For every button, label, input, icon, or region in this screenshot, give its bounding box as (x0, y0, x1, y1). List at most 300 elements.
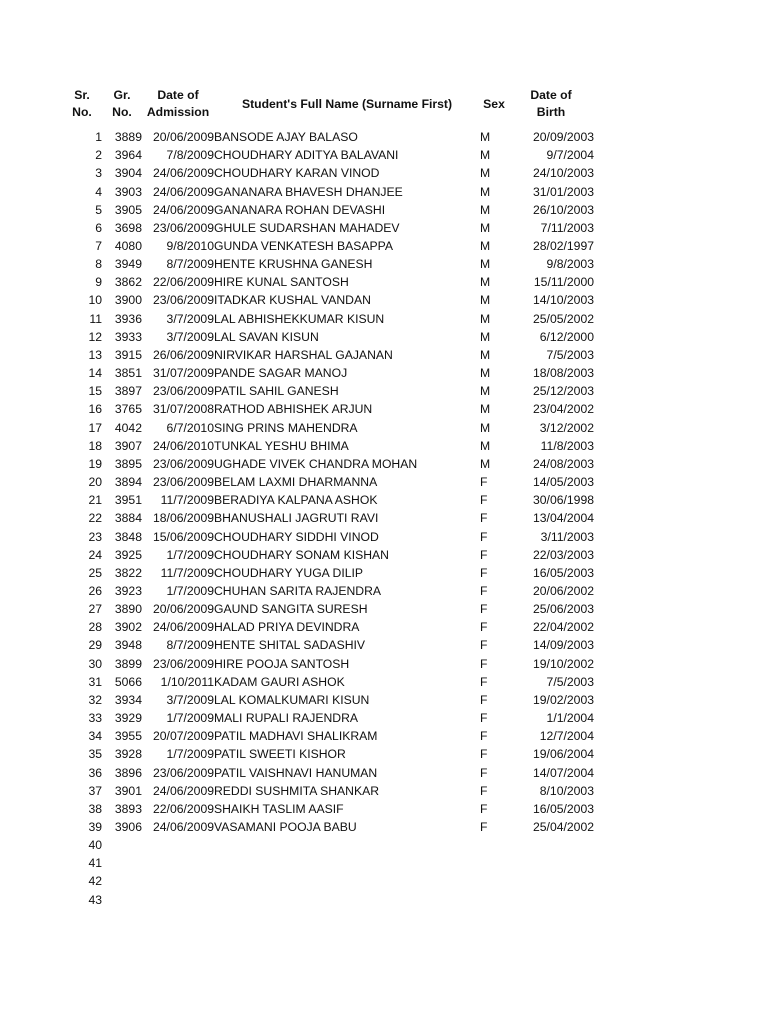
sex-cell: F (480, 475, 488, 490)
table-row (62, 727, 594, 745)
gr-no-cell (102, 854, 142, 872)
admission-date-cell: 23/06/2009 (153, 293, 214, 308)
table-row (62, 182, 594, 200)
student-name-cell: GHULE SUDARSHAN MAHADEV (214, 220, 400, 235)
table-header (62, 80, 594, 128)
admission-date-cell: 7/8/2009 (166, 148, 214, 163)
admission-date-cell: 3/7/2009 (166, 311, 214, 326)
sr-no-cell: 2 (95, 148, 102, 163)
admission-date-cell: 8/7/2009 (166, 257, 214, 272)
sex-cell: F (480, 602, 488, 617)
sex-cell: F (480, 747, 488, 762)
student-name-cell: SHAIKH TASLIM AASIF (214, 801, 344, 816)
student-name-cell (214, 872, 480, 890)
admission-date-cell: 1/7/2009 (166, 747, 214, 762)
admission-date-cell: 3/7/2009 (166, 329, 214, 344)
sex-cell: F (480, 711, 488, 726)
admission-date-cell: 31/07/2009 (153, 366, 214, 381)
student-name-cell: PANDE SAGAR MANOJ (214, 366, 348, 381)
admission-date-cell: 24/06/2009 (153, 202, 214, 217)
student-roster-table (62, 80, 594, 909)
sr-no-cell: 17 (88, 420, 102, 435)
gr-no-cell: 3923 (114, 583, 142, 598)
birth-date-cell: 22/03/2003 (533, 547, 594, 562)
table-row (62, 437, 594, 455)
gr-no-cell (102, 872, 142, 890)
admission-date-cell: 6/7/2010 (166, 420, 214, 435)
sr-no-cell: 34 (88, 729, 102, 744)
birth-date-cell: 14/05/2003 (533, 475, 594, 490)
table-row (62, 146, 594, 164)
student-name-cell: GANANARA ROHAN DEVASHI (214, 202, 386, 217)
table-row (62, 800, 594, 818)
student-name-cell: LAL ABHISHEKKUMAR KISUN (214, 311, 385, 326)
gr-no-cell: 3951 (114, 493, 142, 508)
student-name-cell: CHOUDHARY ADITYA BALAVANI (214, 148, 399, 163)
sex-cell: F (480, 638, 488, 653)
header-gr-no: Gr. No. (112, 88, 132, 119)
gr-no-cell: 3906 (114, 820, 142, 835)
sex-cell: M (480, 257, 491, 272)
student-name-cell: HIRE POOJA SANTOSH (214, 656, 350, 671)
admission-date-cell: 23/06/2009 (153, 384, 214, 399)
table-row (62, 763, 594, 781)
birth-date-cell: 25/12/2003 (533, 384, 594, 399)
birth-date-cell: 22/04/2002 (533, 620, 594, 635)
table-row (62, 546, 594, 564)
sex-cell: F (480, 511, 488, 526)
admission-date-cell: 31/07/2008 (153, 402, 214, 417)
table-row (62, 709, 594, 727)
admission-date-cell: 1/7/2009 (166, 583, 214, 598)
gr-no-cell: 3955 (114, 729, 142, 744)
gr-no-cell: 3890 (114, 602, 142, 617)
sex-cell: F (480, 620, 488, 635)
gr-no-cell: 3894 (114, 475, 142, 490)
sex-cell (480, 836, 508, 854)
sex-cell: F (480, 656, 488, 671)
gr-no-cell: 3907 (114, 438, 142, 453)
gr-no-cell: 3896 (114, 765, 142, 780)
table-row (62, 382, 594, 400)
birth-date-cell: 12/7/2004 (539, 729, 594, 744)
admission-date-cell: 24/06/2009 (153, 820, 214, 835)
gr-no-cell: 3933 (114, 329, 142, 344)
gr-no-cell: 3765 (114, 402, 142, 417)
admission-date-cell: 1/7/2009 (166, 711, 214, 726)
student-name-cell: CHOUDHARY YUGA DILIP (214, 565, 364, 580)
table-row (62, 473, 594, 491)
gr-no-cell: 3848 (114, 529, 142, 544)
sr-no-cell: 22 (88, 511, 102, 526)
birth-date-cell: 23/04/2002 (533, 402, 594, 417)
birth-date-cell: 18/08/2003 (533, 366, 594, 381)
table-row (62, 854, 594, 872)
birth-date-cell: 28/02/1997 (533, 239, 594, 254)
table-row (62, 745, 594, 763)
gr-no-cell: 3902 (114, 620, 142, 635)
admission-date-cell: 24/06/2009 (153, 620, 214, 635)
birth-date-cell (508, 891, 594, 909)
table-row (62, 527, 594, 545)
student-name-cell: SING PRINS MAHENDRA (214, 420, 358, 435)
sex-cell: F (480, 729, 488, 744)
admission-date-cell: 23/06/2009 (153, 456, 214, 471)
student-name-cell: BANSODE AJAY BALASO (214, 130, 358, 145)
sr-no-cell: 19 (88, 456, 102, 471)
sr-no-cell: 11 (89, 311, 102, 326)
sr-no-cell: 7 (95, 239, 102, 254)
sr-no-cell: 8 (95, 257, 102, 272)
gr-no-cell: 3901 (114, 783, 142, 798)
gr-no-cell: 3925 (114, 547, 142, 562)
sex-cell: M (480, 275, 491, 290)
student-name-cell: KADAM GAURI ASHOK (214, 674, 345, 689)
gr-no-cell (102, 891, 142, 909)
student-name-cell: HENTE SHITAL SADASHIV (214, 638, 366, 653)
sr-no-cell: 14 (88, 366, 102, 381)
sex-cell: M (480, 220, 491, 235)
sex-cell: M (480, 293, 491, 308)
student-name-cell: GUNDA VENKATESH BASAPPA (214, 239, 394, 254)
gr-no-cell: 3895 (114, 456, 142, 471)
sr-no-cell: 23 (88, 529, 102, 544)
table-row (62, 273, 594, 291)
sex-cell: F (480, 529, 488, 544)
admission-date-cell: 1/10/2011 (160, 674, 214, 689)
table-row (62, 655, 594, 673)
birth-date-cell (508, 836, 594, 854)
sex-cell: F (480, 801, 488, 816)
table-row (62, 419, 594, 437)
birth-date-cell: 9/7/2004 (546, 148, 594, 163)
table-row (62, 237, 594, 255)
table-row (62, 872, 594, 890)
student-name-cell: VASAMANI POOJA BABU (214, 820, 357, 835)
student-name-cell: PATIL SAHIL GANESH (214, 384, 339, 399)
sr-no-cell: 9 (95, 275, 102, 290)
admission-date-cell: 22/06/2009 (153, 801, 214, 816)
birth-date-cell: 9/8/2003 (546, 257, 594, 272)
sex-cell (480, 891, 508, 909)
table-row (62, 201, 594, 219)
student-name-cell: HIRE KUNAL SANTOSH (214, 275, 349, 290)
admission-date-cell: 15/06/2009 (153, 529, 214, 544)
birth-date-cell: 14/10/2003 (533, 293, 594, 308)
table-row (62, 255, 594, 273)
sr-no-cell: 33 (88, 711, 102, 726)
student-name-cell: BHANUSHALI JAGRUTI RAVI (214, 511, 379, 526)
gr-no-cell: 4080 (114, 239, 142, 254)
table-row (62, 310, 594, 328)
admission-date-cell (142, 836, 214, 854)
birth-date-cell: 11/8/2003 (540, 438, 594, 453)
gr-no-cell: 4042 (114, 420, 142, 435)
header-date-of-admission: Date of Admission (146, 88, 210, 119)
sr-no-cell: 16 (88, 402, 102, 417)
gr-no-cell: 3698 (114, 220, 142, 235)
birth-date-cell: 3/12/2002 (539, 420, 594, 435)
birth-date-cell: 16/05/2003 (533, 565, 594, 580)
gr-no-cell: 3899 (114, 656, 142, 671)
gr-no-cell: 3903 (114, 184, 142, 199)
admission-date-cell: 23/06/2009 (153, 475, 214, 490)
birth-date-cell: 7/5/2003 (546, 347, 594, 362)
admission-date-cell: 23/06/2009 (153, 656, 214, 671)
sr-no-cell: 38 (88, 801, 102, 816)
birth-date-cell: 31/01/2003 (533, 184, 594, 199)
sex-cell: M (480, 366, 491, 381)
gr-no-cell (102, 836, 142, 854)
admission-date-cell: 18/06/2009 (153, 511, 214, 526)
sex-cell (480, 872, 508, 890)
student-name-cell (214, 836, 480, 854)
student-name-cell: RATHOD ABHISHEK ARJUN (214, 402, 373, 417)
admission-date-cell: 26/06/2009 (153, 347, 214, 362)
sex-cell: M (480, 166, 491, 181)
birth-date-cell: 16/05/2003 (533, 801, 594, 816)
sex-cell: F (480, 674, 488, 689)
gr-no-cell: 5066 (114, 674, 142, 689)
gr-no-cell: 3964 (114, 148, 142, 163)
table-row (62, 600, 594, 618)
table-row (62, 164, 594, 182)
table-row (62, 364, 594, 382)
admission-date-cell: 20/07/2009 (153, 729, 214, 744)
sex-cell: M (480, 420, 491, 435)
student-name-cell: CHOUDHARY SIDDHI VINOD (214, 529, 379, 544)
student-name-cell: NIRVIKAR HARSHAL GAJANAN (214, 347, 393, 362)
admission-date-cell: 20/06/2009 (153, 602, 214, 617)
birth-date-cell: 30/06/1998 (533, 493, 594, 508)
birth-date-cell: 7/5/2003 (546, 674, 594, 689)
sr-no-cell: 26 (88, 583, 102, 598)
sex-cell: M (480, 456, 491, 471)
student-name-cell: LAL SAVAN KISUN (214, 329, 319, 344)
admission-date-cell: 23/06/2009 (153, 220, 214, 235)
gr-no-cell: 3934 (114, 692, 142, 707)
student-name-cell: TUNKAL YESHU BHIMA (214, 438, 349, 453)
sr-no-cell: 35 (88, 747, 102, 762)
sex-cell (480, 854, 508, 872)
admission-date-cell: 22/06/2009 (153, 275, 214, 290)
table-row (62, 328, 594, 346)
student-name-cell: ITADKAR KUSHAL VANDAN (214, 293, 371, 308)
gr-no-cell: 3889 (114, 130, 142, 145)
sex-cell: M (480, 202, 491, 217)
sr-no-cell: 41 (88, 856, 102, 871)
sex-cell: M (480, 184, 491, 199)
table-row (62, 891, 594, 909)
sex-cell: M (480, 384, 491, 399)
student-name-cell: HENTE KRUSHNA GANESH (214, 257, 373, 272)
sr-no-cell: 15 (88, 384, 102, 399)
admission-date-cell: 9/8/2010 (166, 239, 214, 254)
student-name-cell: CHOUDHARY SONAM KISHAN (214, 547, 389, 562)
admission-date-cell: 11/7/2009 (160, 565, 214, 580)
student-name-cell: PATIL MADHAVI SHALIKRAM (214, 729, 378, 744)
sr-no-cell: 40 (88, 838, 102, 853)
sr-no-cell: 31 (88, 674, 102, 689)
admission-date-cell: 8/7/2009 (166, 638, 214, 653)
birth-date-cell (508, 854, 594, 872)
birth-date-cell: 14/09/2003 (533, 638, 594, 653)
student-name-cell: UGHADE VIVEK CHANDRA MOHAN (214, 456, 418, 471)
sex-cell: F (480, 783, 488, 798)
student-name-cell (214, 854, 480, 872)
sr-no-cell: 27 (88, 602, 102, 617)
sr-no-cell: 6 (95, 220, 102, 235)
sex-cell: F (480, 493, 488, 508)
gr-no-cell: 3905 (114, 202, 142, 217)
table-row (62, 564, 594, 582)
header-sex: Sex (483, 96, 505, 111)
student-name-cell: BERADIYA KALPANA ASHOK (214, 493, 378, 508)
birth-date-cell: 14/07/2004 (533, 765, 594, 780)
student-name-cell: CHOUDHARY KARAN VINOD (214, 166, 380, 181)
sex-cell: F (480, 820, 488, 835)
gr-no-cell: 3936 (114, 311, 142, 326)
admission-date-cell: 24/06/2009 (153, 783, 214, 798)
birth-date-cell (508, 872, 594, 890)
sr-no-cell: 1 (95, 130, 102, 145)
table-row (62, 346, 594, 364)
sex-cell: F (480, 565, 488, 580)
sex-cell: M (480, 148, 491, 163)
sr-no-cell: 12 (88, 329, 102, 344)
sr-no-cell: 20 (88, 475, 102, 490)
table-row (62, 618, 594, 636)
birth-date-cell: 20/09/2003 (533, 130, 594, 145)
gr-no-cell: 3862 (114, 275, 142, 290)
gr-no-cell: 3884 (114, 511, 142, 526)
header-sr-no: Sr. No. (72, 88, 92, 119)
birth-date-cell: 19/02/2003 (533, 692, 594, 707)
sr-no-cell: 36 (88, 765, 102, 780)
student-name-cell: PATIL SWEETI KISHOR (214, 747, 346, 762)
sex-cell: M (480, 402, 491, 417)
student-name-cell: GAUND SANGITA SURESH (214, 602, 368, 617)
table-row (62, 836, 594, 854)
sex-cell: M (480, 130, 491, 145)
table-row (62, 818, 594, 836)
table-body (62, 128, 594, 909)
gr-no-cell: 3851 (114, 366, 142, 381)
header-student-name: Student's Full Name (Surname First) (241, 96, 453, 111)
sr-no-cell: 10 (88, 293, 102, 308)
sr-no-cell: 25 (88, 565, 102, 580)
table-row (62, 400, 594, 418)
gr-no-cell: 3928 (114, 747, 142, 762)
gr-no-cell: 3949 (114, 257, 142, 272)
sr-no-cell: 39 (88, 820, 102, 835)
sr-no-cell: 37 (88, 783, 102, 798)
sex-cell: F (480, 692, 488, 707)
gr-no-cell: 3893 (114, 801, 142, 816)
admission-date-cell: 1/7/2009 (166, 547, 214, 562)
sr-no-cell: 30 (88, 656, 102, 671)
sr-no-cell: 13 (88, 347, 102, 362)
student-name-cell: MALI RUPALI RAJENDRA (214, 711, 359, 726)
birth-date-cell: 24/10/2003 (533, 166, 594, 181)
table-row (62, 219, 594, 237)
birth-date-cell: 25/04/2002 (533, 820, 594, 835)
birth-date-cell: 20/06/2002 (533, 583, 594, 598)
table-row (62, 673, 594, 691)
table-row (62, 128, 594, 146)
birth-date-cell: 24/08/2003 (533, 456, 594, 471)
gr-no-cell: 3904 (114, 166, 142, 181)
student-name-cell: LAL KOMALKUMARI KISUN (214, 692, 370, 707)
table-row (62, 691, 594, 709)
student-name-cell (214, 891, 480, 909)
sr-no-cell: 42 (88, 874, 102, 889)
gr-no-cell: 3897 (114, 384, 142, 399)
birth-date-cell: 15/11/2000 (533, 275, 594, 290)
student-name-cell: HALAD PRIYA DEVINDRA (214, 620, 360, 635)
gr-no-cell: 3900 (114, 293, 142, 308)
sr-no-cell: 3 (95, 166, 102, 181)
admission-date-cell: 11/7/2009 (160, 493, 214, 508)
header-row (62, 80, 594, 128)
birth-date-cell: 25/05/2002 (533, 311, 594, 326)
student-name-cell: PATIL VAISHNAVI HANUMAN (214, 765, 378, 780)
table-row (62, 491, 594, 509)
birth-date-cell: 6/12/2000 (539, 329, 594, 344)
admission-date-cell (142, 872, 214, 890)
admission-date-cell: 20/06/2009 (153, 130, 214, 145)
admission-date-cell (142, 854, 214, 872)
table-row (62, 509, 594, 527)
sex-cell: M (480, 347, 491, 362)
birth-date-cell: 3/11/2003 (540, 529, 594, 544)
table-row (62, 291, 594, 309)
sex-cell: F (480, 765, 488, 780)
admission-date-cell: 24/06/2009 (153, 184, 214, 199)
sr-no-cell: 29 (88, 638, 102, 653)
sr-no-cell: 32 (88, 692, 102, 707)
birth-date-cell: 25/06/2003 (533, 602, 594, 617)
student-name-cell: REDDI SUSHMITA SHANKAR (214, 783, 380, 798)
table-row (62, 782, 594, 800)
sex-cell: F (480, 547, 488, 562)
gr-no-cell: 3929 (114, 711, 142, 726)
student-name-cell: CHUHAN SARITA RAJENDRA (214, 583, 382, 598)
gr-no-cell: 3915 (114, 347, 142, 362)
admission-date-cell: 24/06/2009 (153, 166, 214, 181)
birth-date-cell: 19/10/2002 (533, 656, 594, 671)
table-row (62, 582, 594, 600)
birth-date-cell: 8/10/2003 (539, 783, 594, 798)
gr-no-cell: 3948 (114, 638, 142, 653)
sex-cell: M (480, 239, 491, 254)
sr-no-cell: 43 (88, 892, 102, 907)
sex-cell: F (480, 583, 488, 598)
sr-no-cell: 5 (95, 202, 102, 217)
birth-date-cell: 26/10/2003 (533, 202, 594, 217)
student-name-cell: BELAM LAXMI DHARMANNA (214, 475, 378, 490)
sr-no-cell: 28 (88, 620, 102, 635)
admission-date-cell: 24/06/2010 (153, 438, 214, 453)
student-name-cell: GANANARA BHAVESH DHANJEE (214, 184, 403, 199)
sex-cell: M (480, 438, 491, 453)
admission-date-cell: 3/7/2009 (166, 692, 214, 707)
table-row (62, 455, 594, 473)
sr-no-cell: 24 (88, 547, 102, 562)
sr-no-cell: 21 (88, 493, 102, 508)
sr-no-cell: 18 (88, 438, 102, 453)
admission-date-cell (142, 891, 214, 909)
